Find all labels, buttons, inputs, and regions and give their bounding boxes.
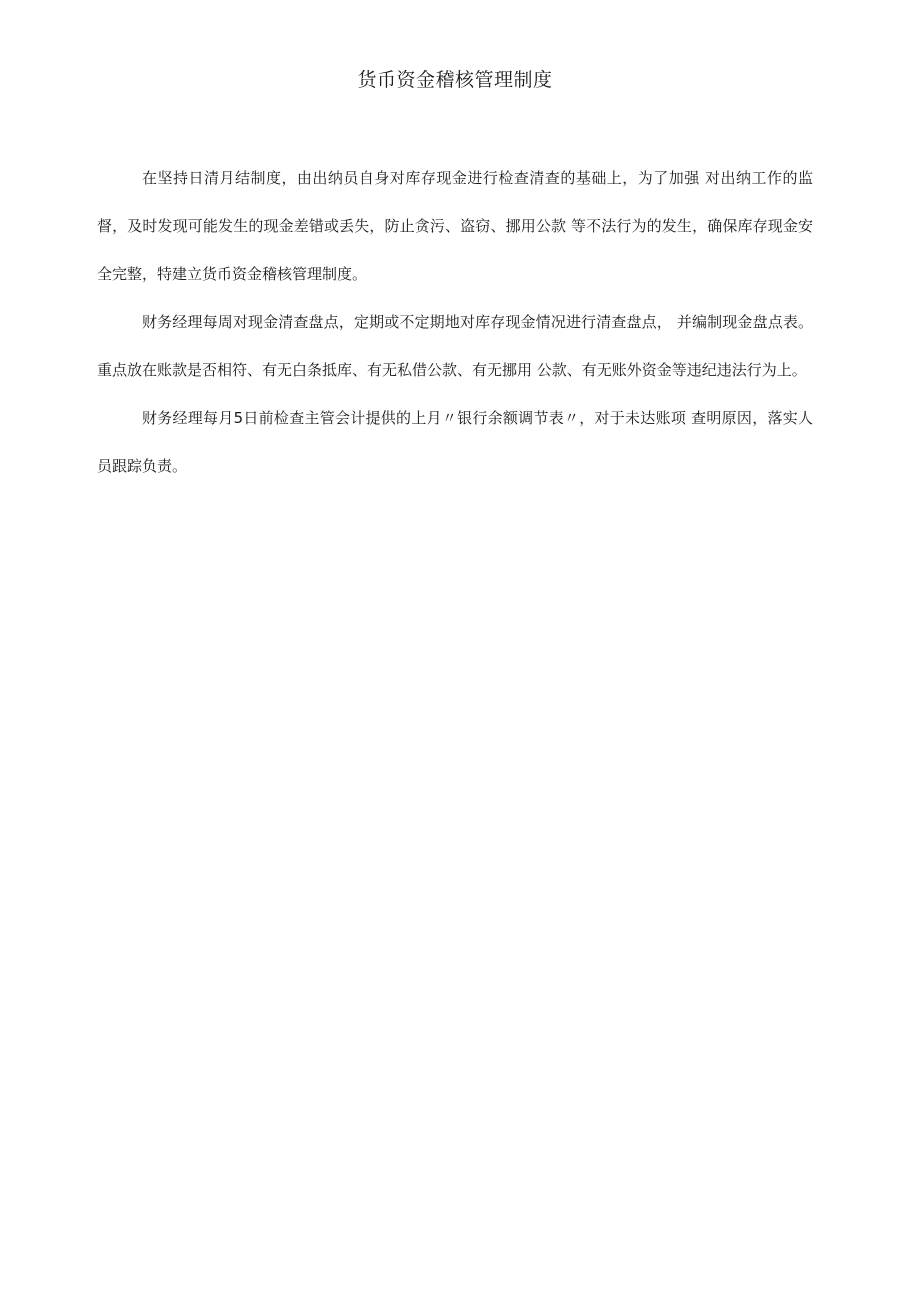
paragraph-cash-audit: 在坚持日清月结制度，由出纳员自身对库存现金进行检查清查的基础上，为了加强 对出纳工作的监督，及时发现可能发生的现金差错或丢失，防止贪污、盗窃、挪用公款 等不法行为的发生，确保库存现金安全完整，特建立货币资金稽核管理制度。 bbox=[97, 169, 813, 283]
document-title: 货币资金稽核管理制度 bbox=[357, 69, 553, 91]
paragraph-weekly-count: 财务经理每周对现金清查盘点，定期或不定期地对库存现金情况进行清查盘点， 并编制现金盘点表。重点放在账款是否相符、有无白条抵库、有无私借公款、有无挪用 公款、有无账外资金等违纪违法行为上。 bbox=[97, 313, 813, 379]
document-body bbox=[97, 154, 813, 490]
paragraph-bank-reconciliation: 财务经理每月5日前检查主管会计提供的上月〃银行余额调节表〃，对于未达账项 查明原因，落实人员跟踪负责。 bbox=[97, 409, 813, 475]
